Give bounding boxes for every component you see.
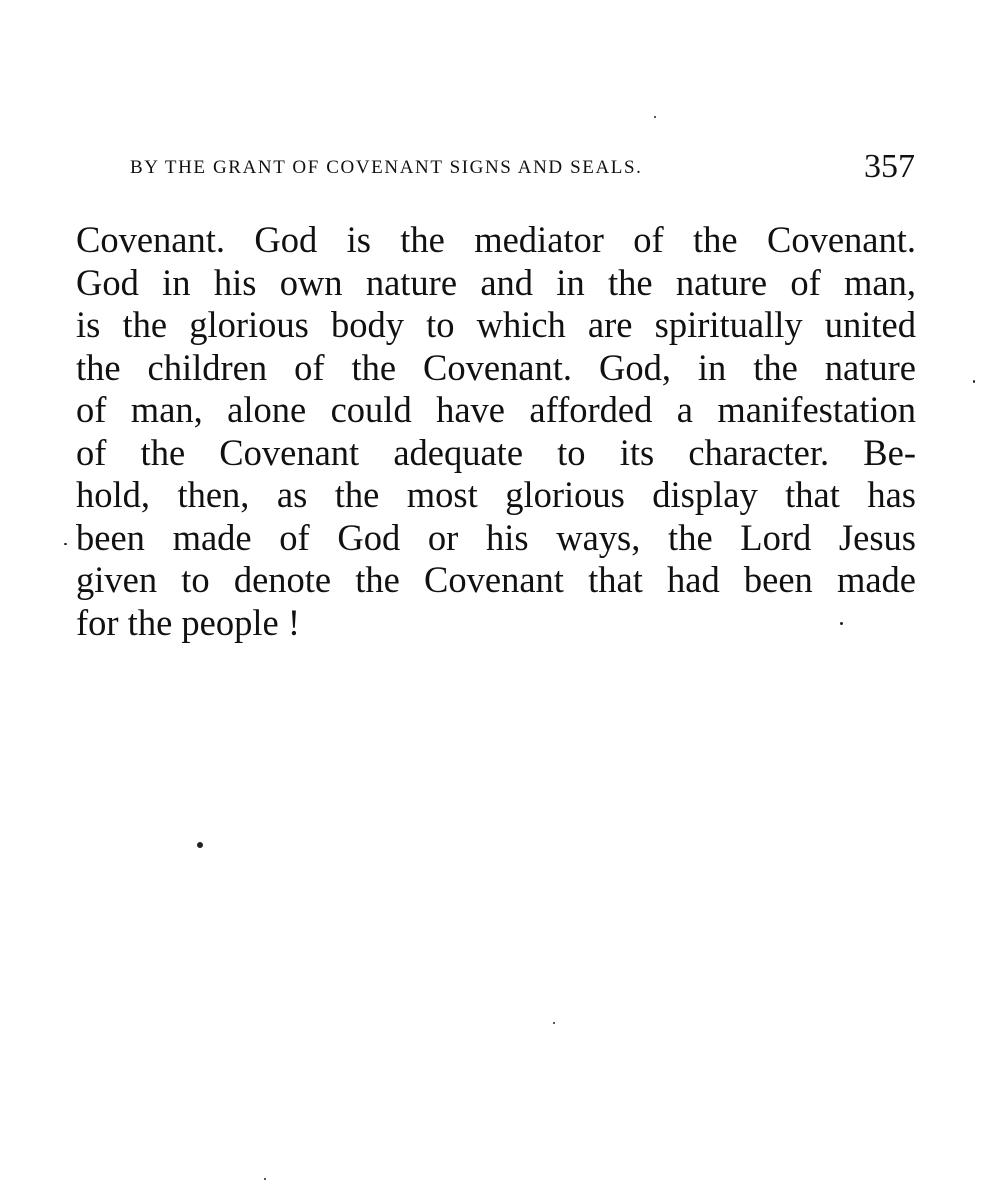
text-line: the children of the Covenant. God, in the nature	[76, 346, 916, 388]
scan-speck	[197, 842, 203, 848]
scan-speck	[64, 543, 67, 545]
text-line: for the people !	[76, 601, 300, 643]
scan-speck	[553, 1022, 555, 1024]
text-line: is the glorious body to which are spiritually united	[76, 304, 916, 345]
body-text	[76, 219, 916, 644]
scan-speck	[264, 1178, 266, 1180]
text-line: given to denote the Covenant that had been made	[76, 559, 916, 600]
text-line: of man, alone could have afforded a manifestation	[76, 389, 916, 430]
text-line: hold, then, as the most glorious display that has	[76, 474, 916, 515]
running-head	[130, 147, 915, 187]
running-title: BY THE GRANT OF COVENANT SIGNS AND SEALS.	[130, 157, 643, 178]
scan-speck	[840, 622, 843, 625]
text-line: of the Covenant adequate to its character. Be-	[76, 431, 916, 473]
text-line: been made of God or his ways, the Lord Jesus	[76, 516, 916, 558]
text-line: Covenant. God is the mediator of the Covenant.	[76, 219, 916, 260]
page-number: 357	[864, 148, 915, 185]
scan-speck	[973, 380, 975, 383]
text-line: God in his own nature and in the nature of man,	[76, 261, 916, 303]
scan-speck	[654, 116, 656, 118]
